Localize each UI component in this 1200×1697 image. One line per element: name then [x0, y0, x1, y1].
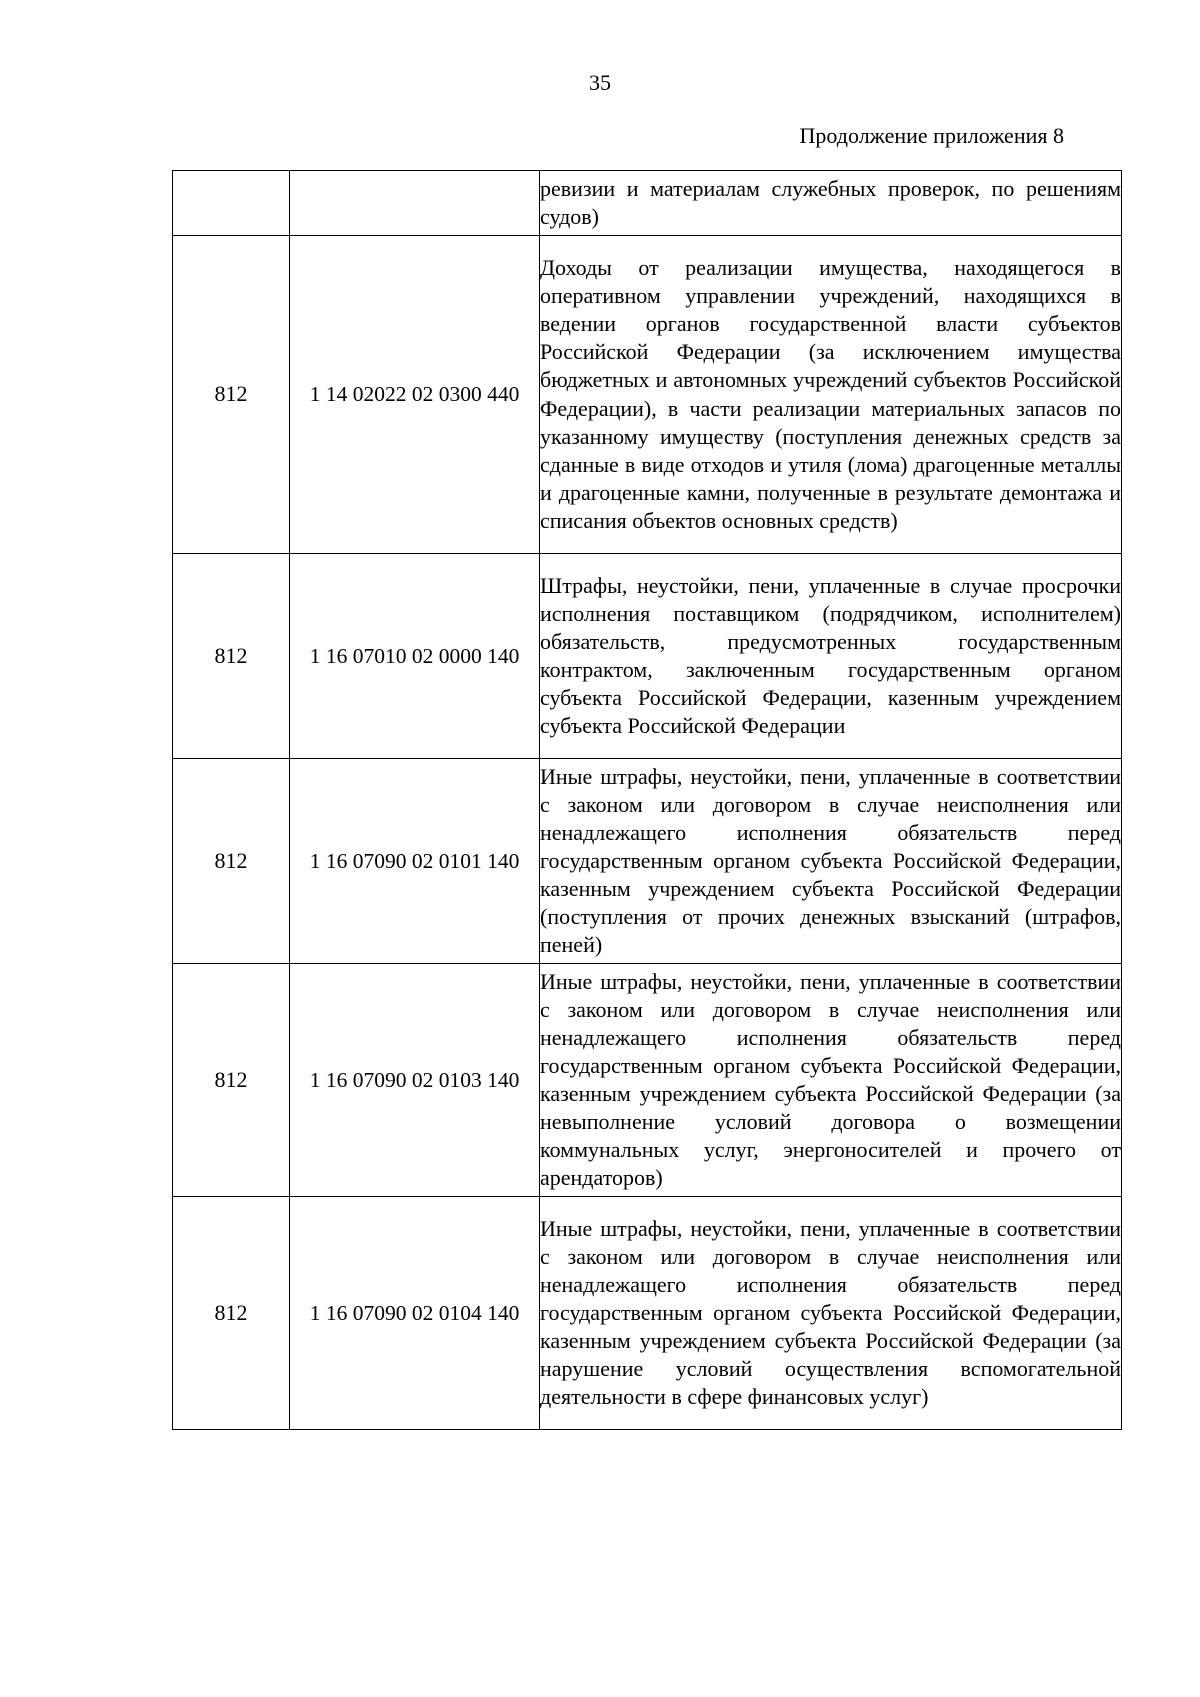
admin-code-cell: [173, 171, 290, 236]
table-row: [173, 964, 1122, 1197]
admin-code-cell: 812: [173, 964, 290, 1197]
budget-code-cell: 1 16 07090 02 0101 140: [290, 759, 540, 964]
revenue-name-cell: [540, 964, 1122, 1197]
revenue-name-text: Иные штрафы, неустойки, пени, уплаченные в соответствии с законом или договором в случае неисполнения или ненадлежащего исполнения обязательств перед государственным органом субъекта Российской Федерации, казенным учреждением субъекта Российской Федерации (за нарушение условий осуществления вспомогательной деятельности в сфере финансовых услуг): [540, 1215, 1121, 1410]
admin-code-cell: 812: [173, 236, 290, 554]
table-row: [173, 554, 1122, 759]
budget-code-cell: [290, 171, 540, 236]
revenue-name-cell: [540, 171, 1122, 236]
revenue-name-text: Иные штрафы, неустойки, пени, уплаченные в соответствии с законом или договором в случае неисполнения или ненадлежащего исполнения обязательств перед государственным органом субъекта Российской Федерации, казенным учреждением субъекта Российской Федерации (поступления от прочих денежных взысканий (штрафов, пеней): [540, 763, 1121, 958]
revenue-name-cell: [540, 554, 1122, 759]
revenue-name-cell: [540, 759, 1122, 964]
revenue-name-text: Штрафы, неустойки, пени, уплаченные в случае просрочки исполнения поставщиком (подрядчиком, исполнителем) обязательств, предусмотренных государственным контрактом, заключенным государственным органом субъекта Российской Федерации, казенным учреждением субъекта Российской Федерации: [540, 572, 1121, 739]
admin-code-cell: 812: [173, 759, 290, 964]
revenue-name-cell: [540, 236, 1122, 554]
appendix-continuation-note: Продолжение приложения 8: [799, 123, 1064, 148]
revenue-name-cell: [540, 1197, 1122, 1430]
budget-codes-table: [172, 170, 1122, 1430]
admin-code-cell: 812: [173, 554, 290, 759]
revenue-name-text: Доходы от реализации имущества, находящегося в оперативном управлении учреждений, находящихся в ведении органов государственной власти субъектов Российской Федерации (за исключением имущества бюджетных и автономных учреждений субъектов Российской Федерации), в части реализации материальных запасов по указанному имуществу (поступления денежных средств за сданные в виде отходов и утиля (лома) драгоценные металлы и драгоценные камни, полученные в результате демонтажа и списания объектов основных средств): [540, 255, 1121, 533]
table-row: [173, 759, 1122, 964]
table-row: [173, 171, 1122, 236]
budget-code-cell: 1 16 07090 02 0103 140: [290, 964, 540, 1197]
revenue-name-text: ревизии и материалам служебных проверок, по решениям судов): [540, 175, 1121, 229]
page-number: 35: [589, 70, 611, 95]
table-row: [173, 236, 1122, 554]
budget-code-cell: 1 16 07010 02 0000 140: [290, 554, 540, 759]
table-row: [173, 1197, 1122, 1430]
budget-code-cell: 1 14 02022 02 0300 440: [290, 236, 540, 554]
admin-code-cell: 812: [173, 1197, 290, 1430]
revenue-name-text: Иные штрафы, неустойки, пени, уплаченные в соответствии с законом или договором в случае неисполнения или ненадлежащего исполнения обязательств перед государственным органом субъекта Российской Федерации, казенным учреждением субъекта Российской Федерации (за невыполнение условий договора о возмещении коммунальных услуг, энергоносителей и прочего от арендаторов): [540, 968, 1121, 1191]
budget-code-cell: 1 16 07090 02 0104 140: [290, 1197, 540, 1430]
